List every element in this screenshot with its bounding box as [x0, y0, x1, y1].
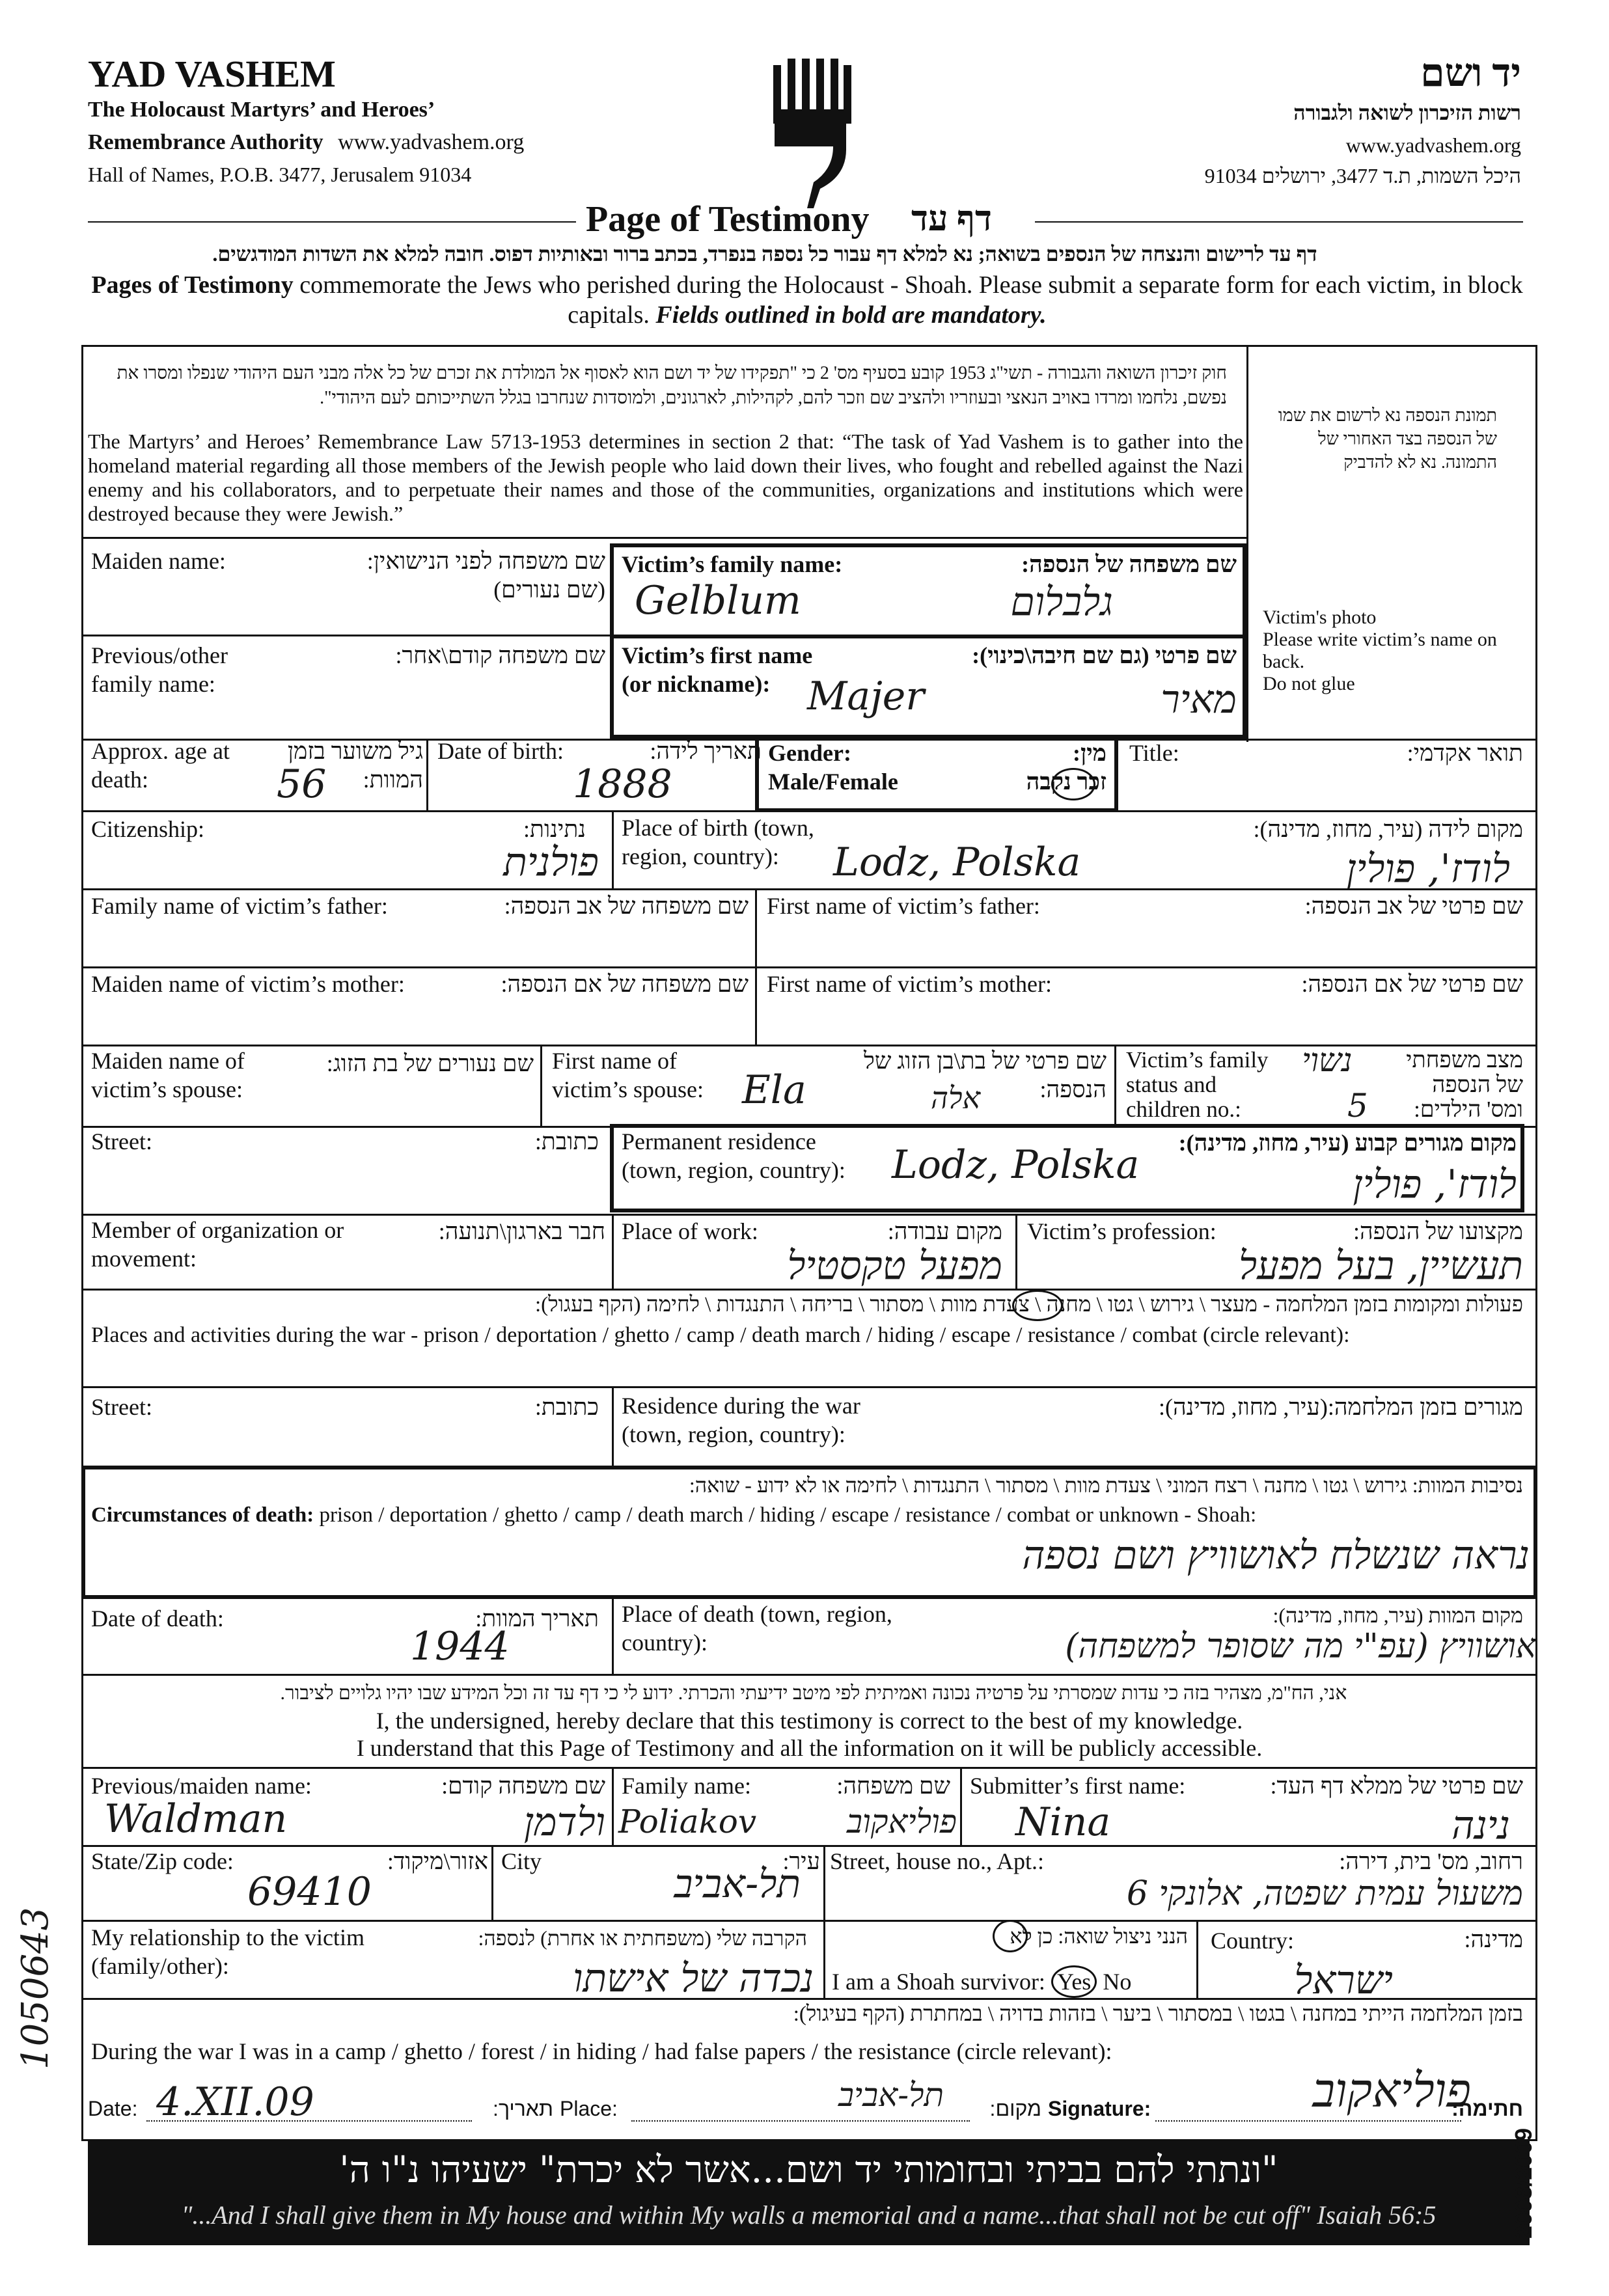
spouse-first-value-he[interactable]: אלה: [931, 1080, 981, 1115]
circ-label-en-lead: Circumstances of death:: [91, 1503, 314, 1527]
place-underline: [631, 2120, 970, 2122]
signature-value[interactable]: פוליאקוב: [1312, 2063, 1471, 2118]
div-dod: [612, 1599, 614, 1674]
first-name-label: [622, 641, 812, 698]
website-left[interactable]: www.yadvashem.org: [338, 130, 525, 154]
stamp-number: 1050643: [14, 1907, 57, 2070]
signature-label-he: חתימה:: [1451, 2097, 1523, 2120]
div-age: [426, 739, 428, 810]
org-sub-en-1: The Holocaust Martyrs’ and Heroes’: [88, 98, 435, 122]
div-org: [612, 1214, 614, 1289]
sub-street-label: Street, house no., Apt.:: [830, 1848, 1044, 1874]
org-label-2: movement:: [91, 1246, 197, 1272]
spouse-first-label-he-1: שם פרטי של בת\בן הזוג של: [863, 1048, 1107, 1074]
father-family-label-he: שם משפחה של אב הנספה:: [504, 893, 749, 919]
age-label-2: death:: [91, 767, 148, 793]
father-first-label-he: שם פרטי של אב הנספה:: [1304, 893, 1523, 919]
war-res-label-2: (town, region, country):: [622, 1421, 846, 1447]
law-text-he: חוק זיכרון השואה והגבורה - תשי"ג 1953 קובע בסעיף מס' 2 כי "תפקידו של יד ושם הוא לאסוף אל המולדת את זכרם של כל אלה מבני העם היהודי שנפלו ומסרו את נפשם, נלחמו ומרדו באויב הנאצי ובעוזריו ולהציב שם וזכר להם, לקהילות, לארגונים, ולמוסדות שנחרבו בגלל השתייכותם לעם היהודי".: [117, 363, 1227, 408]
zip-label-he: אזור\מיקוד:: [387, 1848, 488, 1874]
declaration-en-2: I understand that this Page of Testimony and all the information on it will be publicly accessible.: [356, 1735, 1263, 1761]
prev-name-label-1: Previous/other: [91, 642, 228, 668]
survivor-yes[interactable]: Yes: [1051, 1965, 1097, 1998]
father-family-label: Family name of victim’s father:: [91, 893, 388, 919]
org-label-he: חבר בארגון\תנועה:: [438, 1218, 605, 1244]
photo-instructions-he: תמונת הנספה נא לרשום את שמו של הנספה בצד האחורי של התמונה. נא לא להדביק: [1278, 405, 1497, 472]
age-label-1: Approx. age at: [91, 738, 230, 764]
pob-label-2: region, country):: [622, 843, 779, 869]
intro-en-bold: Fields outlined in bold are mandatory.: [655, 301, 1047, 329]
zip-value[interactable]: 69410: [247, 1869, 372, 1915]
pod-label: [622, 1600, 892, 1657]
first-name-value[interactable]: Majer: [807, 674, 924, 719]
sub-family-value[interactable]: Poliakov: [618, 1803, 757, 1840]
survivor-label-en: [832, 1965, 1131, 1998]
age-label: [91, 737, 230, 794]
div-sub-1: [612, 1767, 614, 1845]
div-city: [823, 1845, 825, 1920]
form-code: 2008/2009: [1510, 2127, 1537, 2239]
perm-res-label-1: Permanent residence: [622, 1128, 816, 1155]
prev-name-label: [91, 641, 228, 698]
title-label: Title:: [1129, 740, 1179, 766]
first-name-value-he[interactable]: מאיר: [1161, 677, 1237, 722]
div-work: [1015, 1214, 1017, 1289]
declaration-he: אני, הח"מ, מצהיר בזה כי עדות שמסרתי על פרטיה נכונה ואמיתית לפי מיטב ידיעתי והכרתי. ידוע לי כי דף עד זה וכל המידע שבו יהיו גלויים לציבור.: [280, 1682, 1347, 1704]
spouse-first-value[interactable]: Ela: [742, 1067, 806, 1113]
profession-label-he: מקצועו של הנספה:: [1353, 1218, 1523, 1244]
date-value[interactable]: 4.XII.09: [156, 2079, 314, 2125]
org-sub-en-2: Remembrance Authority: [88, 130, 323, 154]
mother-first-label-he: שם פרטי של אם הנספה:: [1301, 971, 1523, 997]
citizenship-label-he: נתינות:: [523, 816, 586, 842]
perm-res-label: [622, 1127, 846, 1184]
photo-en-3: Do not glue: [1263, 673, 1355, 694]
zip-label: State/Zip code:: [91, 1848, 234, 1874]
work-label-he: מקום עבודה:: [887, 1218, 1002, 1244]
relationship-value[interactable]: נכדה של אישתו: [573, 1956, 814, 2001]
family-status-label-2: status and: [1126, 1072, 1217, 1097]
rule-sub-3: [81, 1998, 1537, 2000]
place-label-he: מקום:: [989, 2097, 1041, 2120]
address-en: Hall of Names, P.O.B. 3477, Jerusalem 91034: [88, 163, 472, 186]
street-label: Street:: [91, 1128, 152, 1155]
family-status-value[interactable]: נשוי: [1302, 1041, 1353, 1079]
div-citizenship: [612, 810, 614, 888]
circ-label-en: [91, 1502, 1256, 1528]
div-zip: [491, 1845, 493, 1920]
sub-prev-label-he: שם משפחה קודם:: [441, 1773, 605, 1799]
war-res-label-1: Residence during the war: [622, 1393, 860, 1419]
age-label-he-1: גיל משוער בזמן: [287, 738, 423, 764]
survivor-no[interactable]: No: [1103, 1969, 1132, 1995]
profession-label: Victim’s profession:: [1027, 1218, 1217, 1244]
circ-label-he: נסיבות המוות: גירוש \ גטו \ מחנה \ רצח המוני \ צעדת מוות \ מסתור \ התנגדות \ לחימה או לא ידוע - שואה:: [689, 1473, 1523, 1497]
family-name-value[interactable]: Gelblum: [635, 578, 801, 623]
spouse-first-label-he-2: הנספה:: [1039, 1076, 1107, 1102]
sub-family-value-he[interactable]: פוליאקוב: [846, 1803, 957, 1840]
signature-underline: [1155, 2120, 1461, 2122]
relationship-label-he: הקרבה שלי (משפחתית או אחרת) לנספה:: [478, 1926, 807, 1950]
sub-prev-value-he[interactable]: ולדמן: [523, 1799, 605, 1845]
camp-label-he: בזמן המלחמה הייתי במחנה \ בגטו \ במסתור \ ביער \ בזהות בדויה \ במחתרת (הקף בעיגול):: [793, 2002, 1523, 2026]
survivor-label-text: I am a Shoah survivor:: [832, 1969, 1045, 1995]
org-sub-he: רשות הזיכרון לשואה ולגבורה: [1293, 101, 1521, 124]
website-right[interactable]: www.yadvashem.org: [1345, 133, 1521, 157]
gender-label-he-1: מין:: [1073, 740, 1107, 766]
law-text-en: The Martyrs’ and Heroes’ Remembrance Law 5713-1953 determines in section 2 that: “The task of Yad Vashem is to gather into the homeland material regarding all those members of the Jewish people who laid down their lives, who fought and rebelled against the Nazi enemy and his collaborators, and to perpetuate their names and those of the communities, organizations and institutions which were destroyed because they were Jewish.”: [88, 430, 1243, 525]
spouse-first-label-1: First name of: [552, 1048, 677, 1074]
intro-en: [91, 270, 1523, 330]
maiden-name-label: Maiden name:: [91, 548, 226, 574]
org-sub-en-2-row: [88, 130, 524, 155]
gender-label-2: Male/Female: [768, 769, 898, 795]
children-value[interactable]: 5: [1347, 1087, 1368, 1125]
dob-label-he: תאריך לידה:: [650, 738, 762, 764]
pob-value[interactable]: Lodz, Polska: [833, 840, 1081, 885]
father-first-label: First name of victim’s father:: [767, 893, 1040, 919]
pod-label-2: country):: [622, 1630, 708, 1656]
war-street-label-he: כתובת:: [534, 1394, 599, 1420]
dod-label: Date of death:: [91, 1606, 224, 1632]
title-rule-left: [88, 221, 576, 223]
pob-label-1: Place of birth (town,: [622, 815, 814, 841]
signature-label: Signature:: [1048, 2097, 1151, 2120]
dod-value[interactable]: 1944: [410, 1624, 510, 1669]
circ-label-en-body: prison / deportation / ghetto / camp / death march / hiding / escape / resistance / combat or unknown - Shoah:: [314, 1503, 1257, 1527]
sub-first-value[interactable]: Nina: [1015, 1799, 1111, 1845]
work-label: Place of work:: [622, 1218, 758, 1244]
street-label-he: כתובת:: [534, 1128, 599, 1155]
rule-sub-2: [81, 1920, 1537, 1922]
photo-en-1: Victim's photo: [1263, 607, 1377, 628]
pob-value-he[interactable]: לודז', פולין: [1346, 846, 1510, 892]
date-underline: [146, 2120, 472, 2122]
prev-name-label-he: שם משפחה קודם\אחר:: [395, 642, 605, 668]
first-name-label-he: שם פרטי (גם שם חיבה\כינוי):: [972, 642, 1237, 668]
maiden-name-label-he: שם משפחה לפני הנישואין: (שם נעורים): [366, 548, 605, 603]
pod-label-he: מקום המוות (עיר, מחוז, מדינה):: [1272, 1604, 1523, 1627]
city-label-he: עיר:: [782, 1848, 820, 1874]
spouse-maiden-label: [91, 1046, 245, 1104]
first-name-label-1: Victim’s first name: [622, 642, 813, 668]
mother-maiden-label: Maiden name of victim’s mother:: [91, 971, 405, 997]
pod-label-1: Place of death (town, region,: [622, 1601, 892, 1627]
war-street-label: Street:: [91, 1394, 152, 1420]
page-title-he: דף עד: [911, 199, 992, 238]
mother-first-label: First name of victim’s mother:: [767, 971, 1052, 997]
law-bottom-rule: [81, 537, 1246, 539]
sub-first-label: Submitter’s first name:: [970, 1773, 1186, 1799]
sub-family-label-he: שם משפחה:: [836, 1773, 950, 1799]
title-rule-right: [1035, 221, 1523, 223]
country-label-he: מדינה:: [1464, 1926, 1523, 1952]
family-name-label-he: שם משפחה של הנספה:: [1021, 551, 1237, 577]
declaration-en-1: I, the undersigned, hereby declare that this testimony is correct to the best of my knowledge.: [376, 1708, 1243, 1734]
gender-label: [768, 739, 898, 796]
war-res-label: [622, 1391, 860, 1449]
gender-male-circle: [1051, 768, 1095, 800]
rule-dod: [81, 1674, 1537, 1676]
first-name-label-2: (or nickname):: [622, 671, 771, 697]
camp-label-en: During the war I was in a camp / ghetto / forest / in hiding / had false papers / the resistance (circle relevant):: [91, 2038, 1112, 2064]
pob-label-he: מקום לידה (עיר, מחוז, מדינה):: [1253, 816, 1523, 842]
org-name-en: YAD VASHEM: [88, 53, 336, 95]
place-label: Place:: [560, 2097, 618, 2120]
org-label: [91, 1216, 344, 1273]
rule-cit: [81, 888, 1537, 890]
photo-instructions-en: [1263, 607, 1523, 695]
footer-quote-band: [88, 2141, 1530, 2245]
sub-first-value-he[interactable]: נינה: [1451, 1803, 1510, 1848]
perm-res-label-he: מקום מגורים קבוע (עיר, מחוז, מדינה):: [1178, 1130, 1517, 1156]
sub-street-value[interactable]: משעול עמית שפטה, אלונקי 6: [1126, 1874, 1523, 1913]
family-name-label: Victim’s family name:: [622, 551, 843, 577]
dob-value[interactable]: 1888: [573, 761, 672, 807]
intro-en-lead: Pages of Testimony: [91, 271, 294, 299]
family-name-value-he[interactable]: גלבלום: [1010, 579, 1113, 625]
country-label: Country:: [1211, 1928, 1295, 1954]
footer-quote-he: "ונתתי להם בביתי ובחומותי יד ושם...אשר לא יכרת" ישעיהו נ"ו ה': [339, 2149, 1278, 2191]
family-status-label-1: Victim’s family: [1126, 1047, 1269, 1073]
date-label-he: תאריך:: [493, 2097, 553, 2120]
work-value[interactable]: מפעל טקסטיל: [787, 1243, 1002, 1289]
rule-father: [81, 966, 1537, 968]
pob-label: [622, 813, 814, 871]
sub-first-label-he: שם פרטי של ממלא דף העד:: [1270, 1773, 1523, 1799]
org-label-1: Member of organization or: [91, 1217, 344, 1243]
perm-res-label-2: (town, region, country):: [622, 1157, 846, 1183]
country-value[interactable]: ישראל: [1294, 1958, 1393, 2003]
citizenship-value[interactable]: פולנית: [503, 840, 599, 885]
div-spouse-1: [540, 1045, 542, 1126]
war-places-en: Places and activities during the war - prison / deportation / ghetto / camp / death march / hiding / escape / resistance / combat (circle relevant):: [91, 1323, 1350, 1347]
family-status-label-he-1: מצב משפחתי: [1406, 1047, 1523, 1073]
perm-res-value-he[interactable]: לודז', פולין: [1353, 1162, 1517, 1207]
rule-victim-name: [612, 635, 1246, 638]
citizenship-label: Citizenship:: [91, 816, 204, 842]
prev-name-label-2: family name:: [91, 671, 215, 697]
mother-maiden-label-he: שם משפחה של אם הנספה:: [501, 971, 749, 997]
place-value[interactable]: תל-אביב: [838, 2076, 944, 2114]
survivor-yes-he-circle: [993, 1920, 1028, 1952]
war-res-label-he: מגורים בזמן המלחמה:(עיר, מחוז, מדינה):: [1158, 1394, 1523, 1420]
family-status-label: [1126, 1048, 1269, 1122]
rule-war-places: [81, 1386, 1537, 1388]
family-status-label-3: children no.:: [1126, 1097, 1241, 1122]
ghetto-circle: [1012, 1290, 1063, 1321]
survivor-label-he: הנני ניצול שואה: כן לא: [1010, 1924, 1188, 1948]
spouse-first-label: [552, 1046, 704, 1104]
div-war-res: [612, 1386, 614, 1468]
family-status-label-he-3: ומס' הילדים:: [1414, 1097, 1523, 1122]
sub-prev-value[interactable]: Waldman: [104, 1796, 288, 1842]
footer-quote-en: "...And I shall give them in My house and within My walls a memorial and a name...that shall not be cut off" Isaiah 56:5: [181, 2200, 1437, 2230]
spouse-maiden-label-2: victim’s spouse:: [91, 1076, 243, 1102]
div-spouse-2: [1114, 1045, 1116, 1126]
intro-he: דף עד לרישום והנצחה של הנספים בשואה; נא למלא דף עבור כל נספה בנפרד, בכתב ברור ובאותיות דפוס. חובה למלא את השדות המודגשים.: [212, 242, 1317, 266]
relationship-label-1: My relationship to the victim: [91, 1924, 364, 1950]
photo-en-2: Please write victim’s name on back.: [1263, 629, 1497, 672]
org-name-he: יד ושם: [1420, 51, 1521, 94]
sub-street-label-he: רחוב, מס' בית, דירה:: [1339, 1848, 1523, 1874]
intro-en-body: commemorate the Jews who perished during the Holocaust - Shoah. Please submit a separate form for each victim, in block capitals.: [293, 271, 1523, 329]
perm-res-value[interactable]: Lodz, Polska: [892, 1142, 1140, 1188]
rule-age: [81, 810, 1537, 812]
gender-label-1: Gender:: [768, 740, 851, 766]
spouse-first-label-2: victim’s spouse:: [552, 1076, 704, 1102]
profession-value[interactable]: תעשיין, בעל מפעל: [1239, 1243, 1523, 1289]
relationship-label: [91, 1923, 364, 1980]
yad-vashem-logo: [768, 59, 853, 208]
sub-prev-label: Previous/maiden name:: [91, 1773, 312, 1799]
pod-value[interactable]: אושוויץ (עפ"י מה שסופר למשפחה): [1065, 1627, 1536, 1666]
war-places-he: פעולות ומקומות בזמן המלחמה - מעצר \ גירוש \ גטו \ מחנה \ צעדת מוות \ מסתור \ בריחה \ התנגדות \ לחימה (הקף בעגול):: [535, 1293, 1523, 1317]
dob-label: Date of birth:: [437, 738, 564, 764]
family-status-label-he-2: של הנספה: [1432, 1072, 1523, 1097]
date-label: Date:: [88, 2097, 138, 2120]
city-value[interactable]: תל-אביב: [674, 1861, 801, 1907]
page-title-en: Page of Testimony: [586, 199, 870, 239]
sub-family-label: Family name:: [622, 1773, 751, 1799]
rule-org: [81, 1289, 1537, 1291]
address-he: היכל השמות, ת.ד 3477, ירושלים 91034: [1204, 164, 1521, 187]
spouse-maiden-label-1: Maiden name of: [91, 1048, 245, 1074]
photo-divider: [1246, 345, 1248, 742]
dod-label-he: תאריך המוות:: [475, 1606, 599, 1632]
div-survivor: [1196, 1920, 1198, 1998]
spouse-maiden-label-he: שם נעורים של בת הזוג:: [326, 1050, 534, 1076]
div-sub-2: [960, 1767, 962, 1845]
rule-declaration: [81, 1767, 1537, 1769]
div-rel: [823, 1920, 825, 1998]
age-label-he-2: המוות:: [363, 767, 423, 793]
circ-value[interactable]: נראה שנשלח לאושוויץ ושם נספה: [1022, 1533, 1530, 1578]
age-value[interactable]: 56: [277, 761, 327, 807]
title-label-he: תואר אקדמי:: [1407, 740, 1523, 766]
relationship-label-2: (family/other):: [91, 1953, 229, 1979]
gender-label-he-2: זכר נקבה: [1026, 769, 1107, 795]
city-label: City: [501, 1848, 542, 1874]
rule-maiden: [81, 635, 612, 636]
family-status-label-he: [1393, 1048, 1523, 1122]
